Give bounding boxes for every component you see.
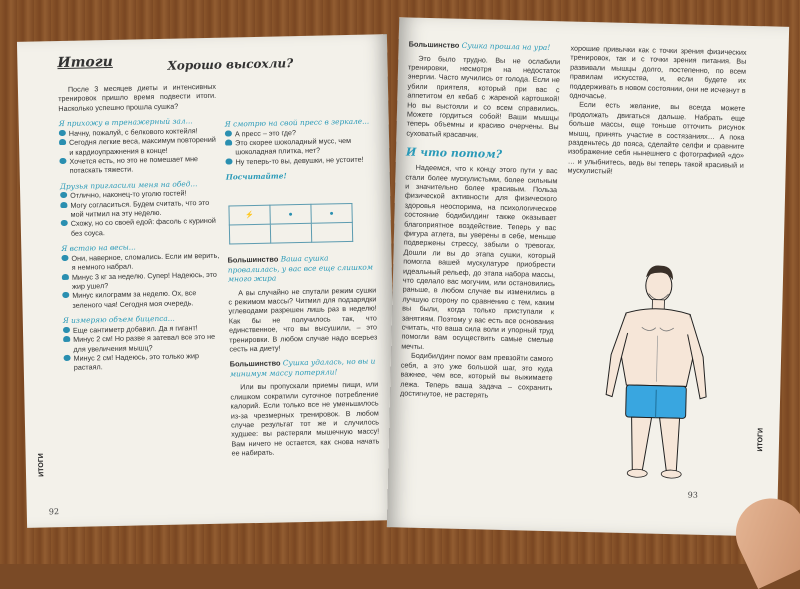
- answer-item: Хочется есть, но это не помешает мне потаскать тяжести.: [59, 154, 217, 176]
- side-section-label: ИТОГИ: [37, 453, 46, 477]
- result-paragraph-2: Или вы пропускали приемы пищи, или слишком сократили суточное потребление калорий. Если только все не уменьшилось из-за чрезмерных тренировок. В любом случае результат тот же и случилось худшее: вы растеряли мышечную массу! Вам ничего не остается, как снова начать ее набирать.: [230, 379, 380, 458]
- answer-item: Еще сантиметр добавил. Да я гигант!: [63, 322, 221, 335]
- athlete-illustration: [594, 254, 720, 487]
- choice-icon: [225, 139, 232, 145]
- table-cell: [311, 222, 352, 242]
- majority-result-1: Большинство Ваша сушка провалилась, у вас все еще слишком много жира: [227, 253, 374, 284]
- answer-item: Минус килограмм за неделю. Ох, все зеленого чая! Сегодня моя очередь.: [62, 288, 220, 310]
- result-paragraph-1: А вы случайно не спутали режим сушки с режимом массы? Читмил для подзарядки углеводами разрешен лишь раз в неделю! Как бы не получилось так, что единственное, что вы высушили, – это тренировки. В любом случае надо всерьез сесть на диету!: [228, 284, 378, 354]
- scales-heading: Я встаю на весы...: [61, 242, 136, 254]
- answer-item: Могу согласиться. Будем считать, что это мой читмил на эту неделю.: [60, 197, 218, 219]
- answer-item: Это скорее шоколадный мусс, чем шоколадная плитка, нет?: [225, 135, 373, 157]
- right-page: [387, 17, 789, 536]
- choice-icon: [225, 130, 232, 136]
- result-paragraph-3: Это было трудно. Вы не ослабили тренировки, несмотря на недостаток энергии. Часто мучились от голода. Если не убили приятеля, который при вас с аппетитом ел кебаб с жареной картошкой! Но вы выстояли и со всем справились. Можете гордиться собой! Ваши мышцы теперь объемны и красиво очерчены. Вы суховатый красавчик.: [406, 53, 561, 140]
- answer-item: Минус 2 см! Надеюсь, это только жир растаял.: [63, 351, 221, 373]
- section-title: Итоги: [57, 53, 113, 72]
- table-cell: [270, 223, 311, 243]
- choice-icon: [60, 192, 67, 198]
- choice-icon: [61, 255, 68, 261]
- friends-heading: Друзья пригласили меня на обед...: [59, 178, 198, 191]
- closing-paragraph: Если есть желание, вы всегда можете продолжать двигаться дальше. Набрать еще больше массы, еще тоньше отточить рисунок мышц, принять участие в состязаниях… А пока разденьтесь до пояса, сделайте селфи и сравните изображение себя нынешнего с фотографией «до» … и улыбнитесь, ведь вы теперь такой красивый и мускулистый!: [567, 100, 746, 176]
- table-cell: ●: [311, 203, 352, 223]
- page-number: 93: [687, 490, 698, 500]
- left-page: [17, 34, 397, 528]
- majority-result-2: Большинство Сушка удалась, но вы и минимум массу потеряли!: [229, 356, 376, 379]
- answer-item: Ну теперь-то вы, девушки, не устоите!: [225, 154, 373, 167]
- majority-result-3: Большинство Сушка прошла на ура!: [408, 39, 551, 53]
- answer-item: Сегодня легкие веса, максимум повторений и кардиоупражнения в конце!: [59, 135, 217, 157]
- answer-item: Схожу, но со своей едой: фасоль с куриной без соуса.: [61, 216, 219, 238]
- answer-item: Минус 3 кг за неделю. Супер! Надеюсь, это жир ушел?: [62, 269, 220, 291]
- what-next-paragraph-2: Бодибилдинг помог вам превзойти самого себя, а это уже большой шаг, это куда важнее, чем все, который вы выжимаете лежа. Теперь ваша задача – сохранить достигнутое, не растерять: [400, 350, 554, 400]
- answer-item: Отлично, наконец-то уголю гостей!: [60, 188, 218, 201]
- page-number: 92: [48, 507, 60, 517]
- answer-item: А пресс – это где?: [225, 126, 373, 139]
- choice-icon: [63, 327, 70, 333]
- answer-item: Они, наверное, сломались. Если им верить, я немного набрал.: [61, 251, 219, 273]
- side-section-label: ИТОГИ: [757, 427, 765, 452]
- gym-heading: Я прихожу в тренажерный зал...: [58, 116, 193, 129]
- table-cell: [229, 224, 270, 244]
- what-next-heading: И что потом?: [405, 145, 503, 162]
- choice-icon: [59, 130, 66, 136]
- answer-item: Начну, пожалуй, с белкового коктейля!: [59, 125, 217, 138]
- choice-icon: [62, 292, 69, 298]
- count-label: Посчитайте!: [225, 171, 287, 182]
- table-cell: ⚡: [229, 205, 270, 225]
- intro-paragraph: После 3 месяцев диеты и интенсивных тренировок пришло время подвести итоги. Насколько успешно прошла сушка?: [58, 81, 217, 113]
- choice-icon: [59, 139, 66, 145]
- waist-heading: Я измеряю объем бицепса...: [62, 313, 175, 326]
- choice-icon: [59, 158, 66, 164]
- score-table: [228, 203, 353, 245]
- what-next-paragraph: Надеемся, что к концу этого пути у вас стали более мускулистыми, более сильным и значительно более красивым. Польза физической активности для физического здоровья неоспорима, на психологическое состояние бодибилдинг также оказывает благоприятное воздействие. Теперь у вас фигура атлета, вы уверены в себе, меньше подвержены стрессу, забыли о тревогах. Дошли ли вы до этапа сушки, который помогла вашей мускулатуре приобрести идеальный рельеф, до этапа набора массы, что сделало вас могучим, или остановились раньше, в любом случае вы изменились в лучшую сторону по сравнению с тем, каким вы были, когда только приступали к занятиям. Поэтому у вас есть все основания считать, что ваша сила воли и упорный труд помогли вам осуществить самые смелые мечты.: [401, 162, 558, 351]
- choice-icon: [60, 202, 67, 208]
- mirror-heading: Я смотрю на свой пресс в зеркале...: [224, 116, 370, 129]
- answer-item: Минус 2 см! Но разве я затевал все это не для увеличения мышц?: [63, 332, 221, 354]
- table-cell: ●: [270, 204, 311, 224]
- choice-icon: [64, 355, 71, 361]
- choice-icon: [61, 220, 68, 226]
- choice-icon: [63, 336, 70, 342]
- choice-icon: [225, 158, 232, 164]
- continuation-paragraph: хорошие привычки как с точки зрения физических тренировок, так и с точки зрения питания. Вы развивали мышцы долго, постепенно, по всем правилам искусства, и, если будете их поддерживать в новом состоянии, они не исчезнут в одночасье.: [569, 43, 747, 101]
- choice-icon: [62, 273, 69, 279]
- section-subtitle: Хорошо высохли?: [167, 56, 294, 73]
